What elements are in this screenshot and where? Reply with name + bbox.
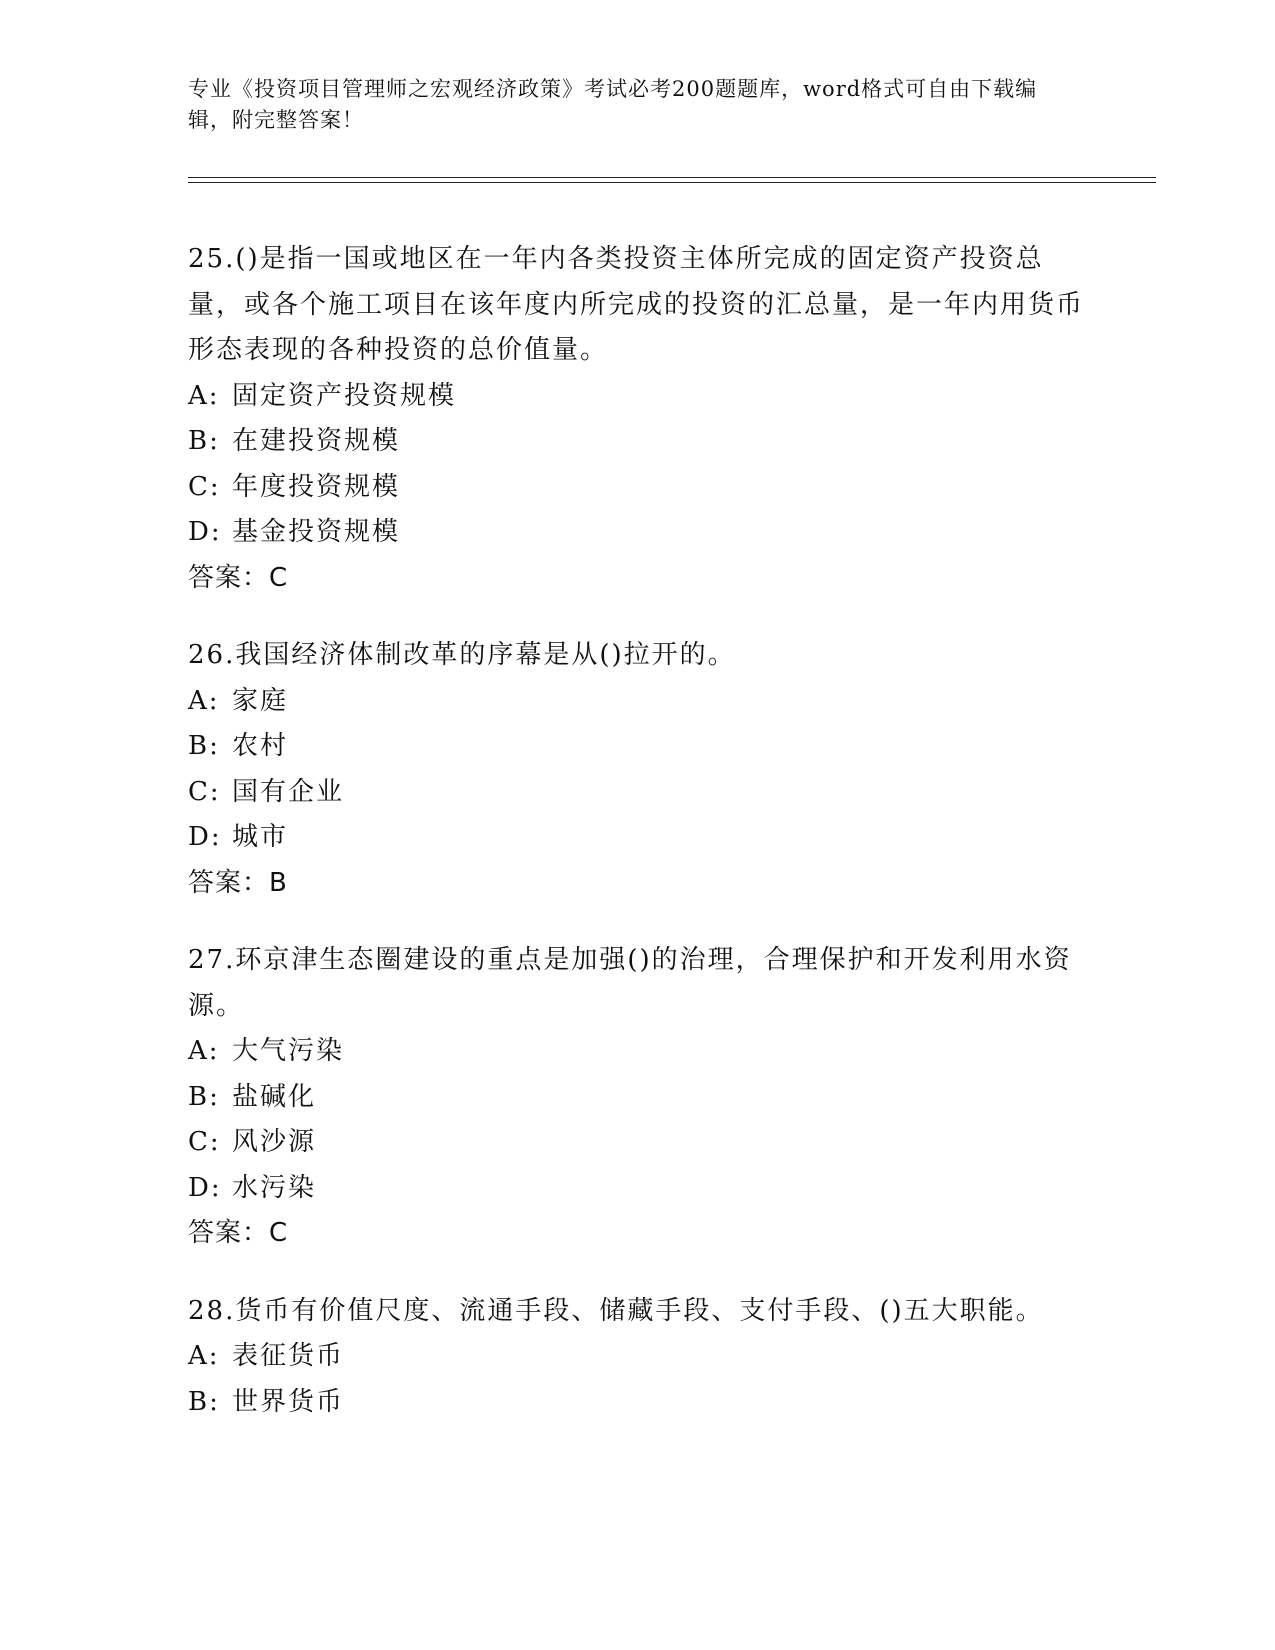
option-letter: B: bbox=[188, 1386, 220, 1417]
option-d bbox=[188, 1166, 1088, 1212]
option-b bbox=[188, 419, 1088, 465]
option-c bbox=[188, 465, 1088, 511]
option-letter: D: bbox=[188, 1172, 222, 1203]
question-stem: 27.环京津生态圈建设的重点是加强()的治理，合理保护和开发利用水资源。 bbox=[188, 945, 1072, 1021]
option-a bbox=[188, 679, 1088, 725]
header-divider-bottom bbox=[188, 182, 1156, 183]
option-text: 固定资产投资规模 bbox=[232, 380, 457, 411]
option-text: 大气污染 bbox=[232, 1036, 345, 1066]
question-stem: 26.我国经济体制改革的序幕是从()拉开的。 bbox=[188, 640, 736, 670]
option-c bbox=[188, 1120, 1088, 1166]
answer-line: 答案：B bbox=[188, 867, 288, 898]
answer-line: 答案：C bbox=[188, 562, 289, 593]
option-letter: C: bbox=[188, 471, 221, 502]
option-text: 表征货币 bbox=[232, 1341, 345, 1371]
option-d bbox=[188, 815, 1088, 861]
document-header: 专业《投资项目管理师之宏观经济政策》考试必考200题题库，word格式可自由下载编辑，附完整答案！ bbox=[188, 77, 1038, 132]
option-b bbox=[188, 1075, 1088, 1121]
option-text: 农村 bbox=[232, 731, 289, 761]
option-text: 水污染 bbox=[232, 1172, 317, 1203]
option-letter: A: bbox=[188, 685, 220, 716]
option-letter: C: bbox=[188, 1127, 221, 1157]
option-letter: B: bbox=[188, 426, 220, 456]
option-c bbox=[188, 770, 1088, 816]
option-letter: D: bbox=[188, 822, 222, 852]
option-b bbox=[188, 1380, 1088, 1426]
question-26 bbox=[188, 633, 1088, 906]
option-a bbox=[188, 374, 1088, 420]
answer-line: 答案：C bbox=[188, 1218, 289, 1248]
option-letter: A: bbox=[188, 1036, 220, 1066]
option-d bbox=[188, 510, 1088, 556]
option-b bbox=[188, 724, 1088, 770]
question-25 bbox=[188, 237, 1088, 601]
option-text: 城市 bbox=[232, 822, 289, 852]
option-text: 风沙源 bbox=[232, 1127, 317, 1157]
option-text: 盐碱化 bbox=[232, 1081, 317, 1112]
option-letter: B: bbox=[188, 1081, 220, 1112]
option-letter: C: bbox=[188, 776, 221, 807]
option-a bbox=[188, 1029, 1088, 1075]
question-28 bbox=[188, 1289, 1088, 1426]
option-text: 基金投资规模 bbox=[232, 517, 401, 547]
option-letter: B: bbox=[188, 731, 220, 761]
option-letter: A: bbox=[188, 380, 220, 411]
option-a bbox=[188, 1334, 1088, 1380]
option-text: 国有企业 bbox=[232, 776, 345, 807]
question-stem: 25.()是指一国或地区在一年内各类投资主体所完成的固定资产投资总量，或各个施工项目在该年度内所完成的投资的汇总量，是一年内用货币形态表现的各种投资的总价值量。 bbox=[188, 244, 1085, 365]
question-list bbox=[188, 237, 1088, 1457]
option-text: 年度投资规模 bbox=[232, 471, 401, 502]
header-divider-top bbox=[188, 177, 1156, 178]
option-letter: A: bbox=[188, 1341, 220, 1371]
option-text: 在建投资规模 bbox=[232, 426, 401, 456]
option-text: 家庭 bbox=[232, 685, 289, 716]
option-text: 世界货币 bbox=[232, 1386, 345, 1417]
question-27 bbox=[188, 938, 1088, 1257]
option-letter: D: bbox=[188, 517, 222, 547]
question-stem: 28.货币有价值尺度、流通手段、储藏手段、支付手段、()五大职能。 bbox=[188, 1295, 1044, 1326]
